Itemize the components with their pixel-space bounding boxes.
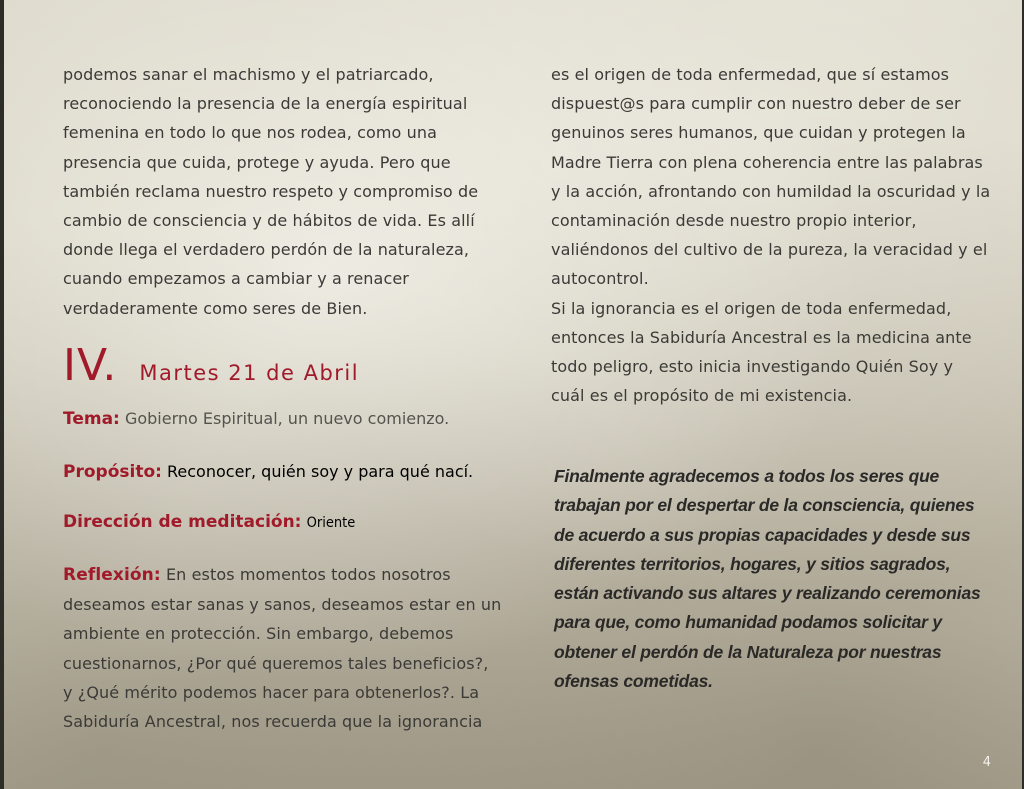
reflexion-text: En estos momentos todos nosotros deseamos estar sanas y sanos, deseamos estar en un ambiente en protección. Sin embargo, debemos cuestionarnos, ¿Por qué queremos tales beneficios?, y ¿Qué mérito podemos hacer para obtenerlos?. La Sabiduría Ancestral, nos recuerda que la ignorancia <box>63 565 502 732</box>
proposito-label: Propósito: <box>63 462 162 482</box>
proposito-field <box>63 462 503 482</box>
reflexion-paragraph <box>63 560 503 736</box>
tema-field <box>63 409 503 429</box>
right-column <box>551 60 991 410</box>
left-intro-paragraph: podemos sanar el machismo y el patriarcado, reconociendo la presencia de la energía espiritual femenina en todo lo que nos rodea, como una presencia que cuida, protege y ayuda. Pero que también reclama nuestro respeto y compromiso de cambio de consciencia y de hábitos de vida. Es allí donde llega el verdadero perdón de la naturaleza, cuando empezamos a cambiar y a renacer verdaderamente como seres de Bien. <box>63 65 479 318</box>
direccion-label: Dirección de meditación: <box>63 512 302 532</box>
left-column <box>63 60 503 323</box>
proposito-value: Reconocer, quién soy y para qué nací. <box>167 462 474 481</box>
tema-label: Tema: <box>63 409 120 429</box>
tema-value: Gobierno Espiritual, un nuevo comienzo. <box>124 409 450 428</box>
reflexion-field <box>63 560 503 736</box>
reflexion-label: Reflexión: <box>63 565 161 585</box>
direccion-field <box>63 512 503 532</box>
section-heading <box>63 340 359 390</box>
document-page <box>4 0 1022 789</box>
closing-paragraph: Finalmente agradecemos a todos los seres que trabajan por el despertar de la consciencia, quienes de acuerdo a sus propias capacidades y desde sus diferentes territorios, hogares, y sitios sagrados, están activando sus altares y realizando ceremonias para que, como humanidad podamos solicitar y obtener el perdón de la Naturaleza por nuestras ofensas cometidas. <box>554 466 981 692</box>
section-date: Martes 21 de Abril <box>139 361 360 385</box>
right-second-paragraph: Si la ignorancia es el origen de toda enfermedad, entonces la Sabiduría Ancestral es la medicina ante todo peligro, esto inicia investigando Quién Soy y cuál es el propósito de mi existencia. <box>551 298 972 406</box>
section-number: IV. <box>63 340 118 391</box>
right-continuation-paragraph: es el origen de toda enfermedad, que sí estamos dispuest@s para cumplir con nuestro deber de ser genuinos seres humanos, que cuidan y protegen la Madre Tierra con plena coherencia entre las palabras y la acción, afrontando con humildad la oscuridad y la contaminación desde nuestro propio interior, valiéndonos del cultivo de la pureza, la veracidad y el autocontrol. <box>551 65 991 289</box>
page-number: 4 <box>982 755 991 770</box>
direccion-value: Oriente <box>306 515 356 531</box>
